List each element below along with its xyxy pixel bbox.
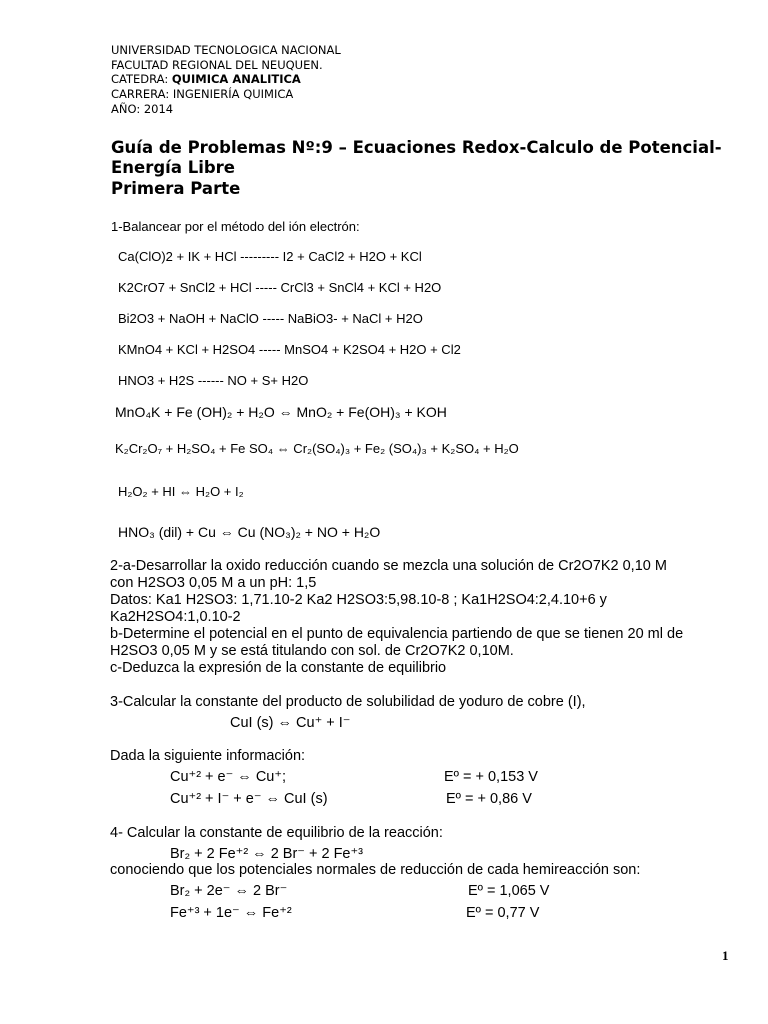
title-line-3: Primera Parte <box>111 179 241 198</box>
equation-1: Ca(ClO)2 + IK + HCl --------- I2 + CaCl2 + H2O + KCl <box>118 249 422 264</box>
equation-7: K₂Cr₂O₇ + H₂SO₄ + Fe SO₄ ⇔ Cr₂(SO₄)₃ + Fe₂ (SO₄)₃ + K₂SO₄ + H₂O <box>115 441 519 456</box>
problem-2-line-5: b-Determine el potencial en el punto de equivalencia partiendo de que se tienen 20 ml de <box>110 626 684 642</box>
problem-3-half-2-potential: Eº = + 0,86 V <box>446 791 532 807</box>
title-line-1: Guía de Problemas Nº:9 – Ecuaciones Redox-Calculo de Potencial- <box>111 138 722 157</box>
faculty-name: FACULTAD REGIONAL DEL NEUQUEN. <box>111 58 323 72</box>
equation-3: Bi2O3 + NaOH + NaClO ----- NaBiO3- + NaCl + H2O <box>118 311 423 326</box>
equation-5: HNO3 + H2S ------ NO + S+ H2O <box>118 373 309 388</box>
equation-2: K2CrO7 + SnCl2 + HCl ----- CrCl3 + SnCl4 + KCl + H2O <box>118 280 442 295</box>
problem-3-half-1: Cu⁺² + e⁻ ⇔ Cu⁺; <box>170 769 287 785</box>
equation-8: H₂O₂ + HI ⇔ H₂O + I₂ <box>118 484 244 499</box>
problem-3-heading: 3-Calcular la constante del producto de solubilidad de yoduro de cobre (I), <box>110 694 586 710</box>
chair-label: CATEDRA: <box>111 72 169 86</box>
problem-3-half-2: Cu⁺² + I⁻ + e⁻ ⇔ CuI (s) <box>170 791 328 807</box>
career-line: CARRERA: INGENIERÍA QUIMICA <box>111 87 294 101</box>
problem-2-line-1: 2-a-Desarrollar la oxido reducción cuando se mezcla una solución de Cr2O7K2 0,10 M <box>110 558 667 574</box>
problem-4-half-2-potential: Eº = 0,77 V <box>466 905 540 921</box>
problem-3-reaction: CuI (s) ⇔ Cu⁺ + I⁻ <box>230 715 351 731</box>
problem-4-heading: 4- Calcular la constante de equilibrio de la reacción: <box>110 825 443 841</box>
problem-3-given: Dada la siguiente información: <box>110 748 306 764</box>
equation-6: MnO₄K + Fe (OH)₂ + H₂O ⇔ MnO₂ + Fe(OH)₃ + KOH <box>115 404 447 420</box>
equation-9: HNO₃ (dil) + Cu ⇔ Cu (NO₃)₂ + NO + H₂O <box>118 524 381 540</box>
problem-3-half-1-potential: Eº = + 0,153 V <box>444 769 538 785</box>
title-line-2: Energía Libre <box>111 158 235 177</box>
year-line: AÑO: 2014 <box>111 102 174 116</box>
problem-2-line-7: c-Deduzca la expresión de la constante de equilibrio <box>110 660 447 676</box>
problem-2-line-4: Ka2H2SO4:1,0.10-2 <box>110 609 241 625</box>
university-name: UNIVERSIDAD TECNOLOGICA NACIONAL <box>111 43 341 57</box>
chair-line <box>111 72 301 87</box>
equation-4: KMnO4 + KCl + H2SO4 ----- MnSO4 + K2SO4 + H2O + Cl2 <box>118 342 461 357</box>
problem-2-line-6: H2SO3 0,05 M y se está titulando con sol. de Cr2O7K2 0,10M. <box>110 643 514 659</box>
problem-4-half-2: Fe⁺³ + 1e⁻ ⇔ Fe⁺² <box>170 905 292 921</box>
problem-2-line-2: con H2SO3 0,05 M a un pH: 1,5 <box>110 575 317 591</box>
problem-1-heading: 1-Balancear por el método del ión electrón: <box>111 219 360 234</box>
problem-2-line-3: Datos: Ka1 H2SO3: 1,71.10-2 Ka2 H2SO3:5,98.10-8 ; Ka1H2SO4:2,4.10+6 y <box>110 592 607 608</box>
problem-4-half-1-potential: Eº = 1,065 V <box>468 883 550 899</box>
problem-4-reaction: Br₂ + 2 Fe⁺² ⇔ 2 Br⁻ + 2 Fe⁺³ <box>170 846 363 862</box>
page-number: 1 <box>722 948 729 963</box>
chair-value: QUIMICA ANALITICA <box>171 72 301 86</box>
problem-4-half-1: Br₂ + 2e⁻ ⇔ 2 Br⁻ <box>170 883 288 899</box>
problem-4-knowing: conociendo que los potenciales normales de reducción de cada hemireacción son: <box>110 862 641 878</box>
